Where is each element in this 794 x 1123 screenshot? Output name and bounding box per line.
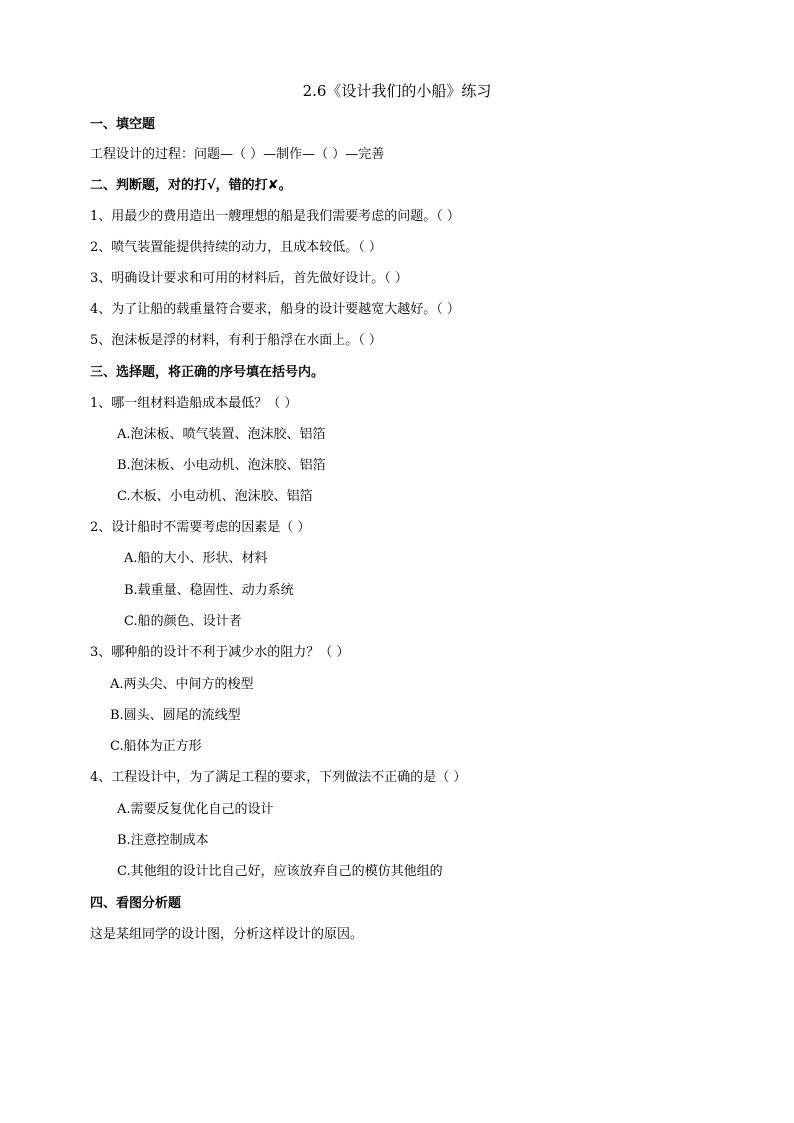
fill-blank-question: 工程设计的过程：问题—（ ）—制作—（ ）—完善: [90, 147, 385, 162]
choice-question-1: 1、哪一组材料造船成本最低？（ ）: [90, 396, 298, 411]
true-false-item-4: 4、为了让船的载重量符合要求，船身的设计要越宽大越好。（ ）: [90, 302, 460, 317]
choice-option-4a: A.需要反复优化自己的设计: [117, 802, 274, 817]
choice-option-3b: B.圆头、圆尾的流线型: [110, 708, 241, 723]
section-heading-picture-analysis: 四、看图分析题: [90, 896, 182, 911]
choice-option-4c: C.其他组的设计比自己好，应该放弃自己的模仿其他组的: [117, 864, 443, 879]
choice-option-4b: B.注意控制成本: [117, 833, 209, 848]
choice-question-4: 4、工程设计中，为了满足工程的要求，下列做法不正确的是（ ）: [90, 770, 467, 785]
true-false-item-5: 5、泡沫板是浮的材料，有利于船浮在水面上。（ ）: [90, 333, 382, 348]
choice-option-3c: C.船体为正方形: [110, 739, 202, 754]
choice-option-1b: B.泡沫板、小电动机、泡沫胶、铝箔: [117, 458, 326, 473]
true-false-item-2: 2、喷气装置能提供持续的动力，且成本较低。（ ）: [90, 240, 382, 255]
choice-option-2c: C.船的颜色、设计者: [124, 614, 242, 629]
section-heading-true-false: 二、判断题，对的打√，错的打✘。: [90, 178, 292, 193]
choice-option-2a: A.船的大小、形状、材料: [124, 551, 268, 566]
true-false-item-1: 1、用最少的费用造出一艘理想的船是我们需要考虑的问题。（ ）: [90, 209, 460, 224]
choice-question-2: 2、设计船时不需要考虑的因素是（ ）: [90, 520, 311, 535]
choice-option-2b: B.载重量、稳固性、动力系统: [124, 583, 294, 598]
choice-option-1c: C.木板、小电动机、泡沫胶、铝箔: [117, 489, 313, 504]
page-title: 2.6《设计我们的小船》练习: [302, 82, 492, 100]
choice-option-3a: A.两头尖、中间方的梭型: [110, 677, 254, 692]
section-heading-multiple-choice: 三、选择题，将正确的序号填在括号内。: [90, 365, 325, 380]
picture-analysis-question: 这是某组同学的设计图，分析这样设计的原因。: [90, 927, 364, 942]
choice-option-1a: A.泡沫板、喷气装置、泡沫胶、铝箔: [117, 427, 326, 442]
choice-question-3: 3、哪种船的设计不利于减少水的阻力？（ ）: [90, 645, 350, 660]
true-false-item-3: 3、明确设计要求和可用的材料后，首先做好设计。（ ）: [90, 271, 408, 286]
section-heading-fill-blank: 一、填空题: [90, 117, 156, 132]
